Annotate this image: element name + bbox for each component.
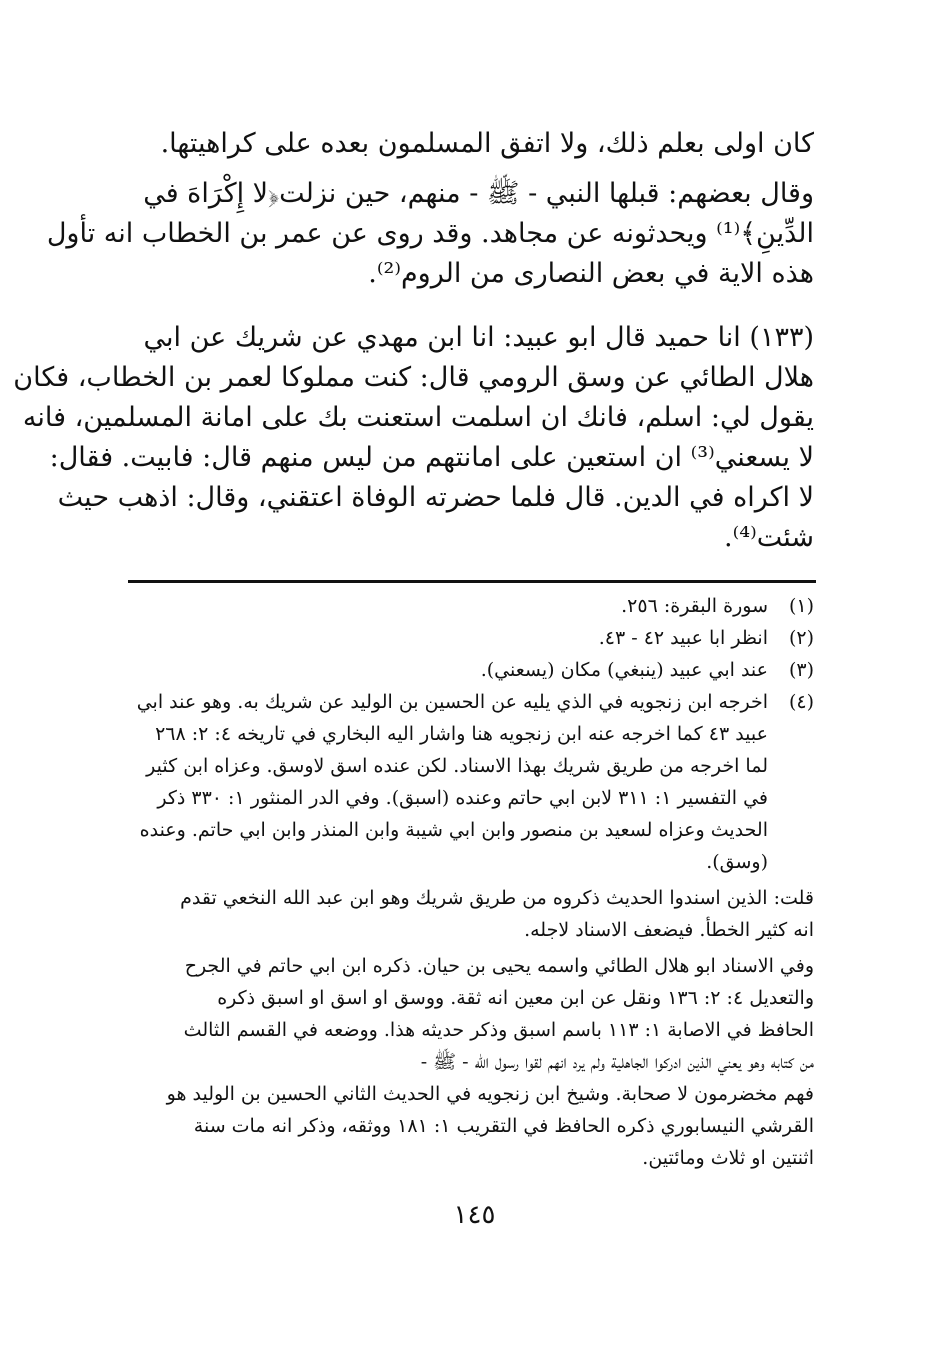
- note-text: الحافظ في الاصابة ١: ١١٣ باسم اسبق وذكر حديثه هذا. ووضعه في القسم الثالث: [183, 1019, 814, 1041]
- footnote-text: الحديث وعزاه لسعيد بن منصور وابن ابي شيبة وابن المنذر وابن ابي حاتم. وعنده: [139, 819, 768, 841]
- text-line: لا اكراه في الدين. قال فلما حضرته الوفاة اعتقني، وقال: اذهب حيث: [57, 482, 814, 513]
- footnote-number: (٣): [788, 659, 814, 681]
- footnote-number: (٤): [788, 691, 814, 713]
- note-text: اثنتين او ثلاث ومائتين.: [642, 1147, 814, 1169]
- footnotes: [134, 590, 814, 1174]
- note-text: وفي الاسناد ابو هلال الطائي واسمه يحيى بن حيان. ذكره ابن ابي حاتم في الجرح: [184, 955, 814, 977]
- note-text: قلت: الذين اسندوا الحديث ذكروه من طريق شريك وهو ابن عبد الله النخعي تقدم: [180, 887, 814, 909]
- note-text: انه كثير الخطأ. فيضعف الاسناد لاجله.: [524, 919, 814, 941]
- footnote-text: في التفسير ١: ٣١١ لابن ابي حاتم وعنده (اسبق). وفي الدر المنثور ١: ٣٣٠ ذكر: [157, 787, 768, 809]
- note-text: فهم مخضرمون لا صحابة. وشيخ ابن زنجويه في الحديث الثاني الحسين بن الوليد هو: [166, 1083, 814, 1105]
- footnote-divider: [128, 580, 816, 583]
- text-line: هلال الطائي عن وسق الرومي قال: كنت مملوكا لعمر بن الخطاب، فكان: [13, 362, 814, 393]
- footnote-text: سورة البقرة: ٢٥٦.: [621, 595, 768, 617]
- footnote-item: [134, 590, 814, 622]
- text-line: شئت⁽⁴⁾.: [724, 522, 814, 553]
- footnote-text: انظر ابا عبيد ٤٢ - ٤٣.: [598, 627, 768, 649]
- text-line: لا يسعني⁽³⁾ ان استعين على امانتهم من ليس منهم قال: فابيت. فقال:: [49, 442, 814, 473]
- note-text: القرشي النيسابوري ذكره الحافظ في التقريب ١: ١٨١ ووثقه، وذكر انه مات سنة: [193, 1115, 814, 1137]
- footnote-text: اخرجه ابن زنجويه في الذي يليه عن الحسين بن الوليد عن شريك به. وهو عند ابي: [136, 691, 768, 713]
- paragraph-2: [46, 174, 814, 294]
- footnote-number: (٢): [788, 627, 814, 649]
- footnote-item: [134, 622, 814, 654]
- footnote-item: [134, 654, 814, 686]
- paragraph-3: [13, 318, 814, 558]
- footnote-item: [134, 686, 814, 878]
- footnote-text: لما اخرجه من طريق شريك بهذا الاسناد. لكن عنده اسق لاوسق. وعزاه ابن كثير: [146, 755, 768, 777]
- text-line: يقول لي: اسلم، فانك ان اسلمت استعنت بك على امانة المسلمين، فانه: [22, 402, 814, 433]
- editor-note-1: [134, 882, 814, 946]
- text-line: وقال بعضهم: قبلها النبي - ﷺ - منهم، حين نزلت﴿لا إِكْرَاهَ في: [143, 178, 814, 209]
- text-line: كان اولى بعلم ذلك، ولا اتفق المسلمون بعده على كراهيتها.: [160, 128, 814, 159]
- paragraph-1: [134, 124, 814, 164]
- footnote-text: عند ابي عبيد (ينبغي) مكان (يسعني).: [480, 659, 768, 681]
- text-line: هذه الاية في بعض النصارى من الروم⁽²⁾.: [368, 258, 814, 289]
- footnote-number: (١): [788, 595, 814, 617]
- editor-note-2: [134, 950, 814, 1174]
- page-number: ١٤٥: [453, 1200, 496, 1230]
- footnote-text: (وسق).: [706, 851, 768, 873]
- text-line: الدِّينِ﴾⁽¹⁾ ويحدثونه عن مجاهد. وقد روى عن عمر بن الخطاب انه تأول: [46, 218, 814, 249]
- text-line: (١٣٣) انا حميد قال ابو عبيد: انا ابن مهدي عن شريك عن ابي: [143, 322, 814, 353]
- note-text: والتعديل ٤: ٢: ١٣٦ ونقل عن ابن معين انه ثقة. ووسق او اسق او اسبق ذكره: [217, 987, 814, 1009]
- footnote-text: عبيد ٤٣ كما اخرجه عنه ابن زنجويه هنا واشار اليه البخاري في تاريخه ٤: ٢: ٢٦٨: [155, 723, 768, 745]
- note-text: من كتابه وهو يعني الذين ادركوا الجاهلية ولم يرد انهم لقوا رسول الله - ﷺ -: [420, 1051, 814, 1073]
